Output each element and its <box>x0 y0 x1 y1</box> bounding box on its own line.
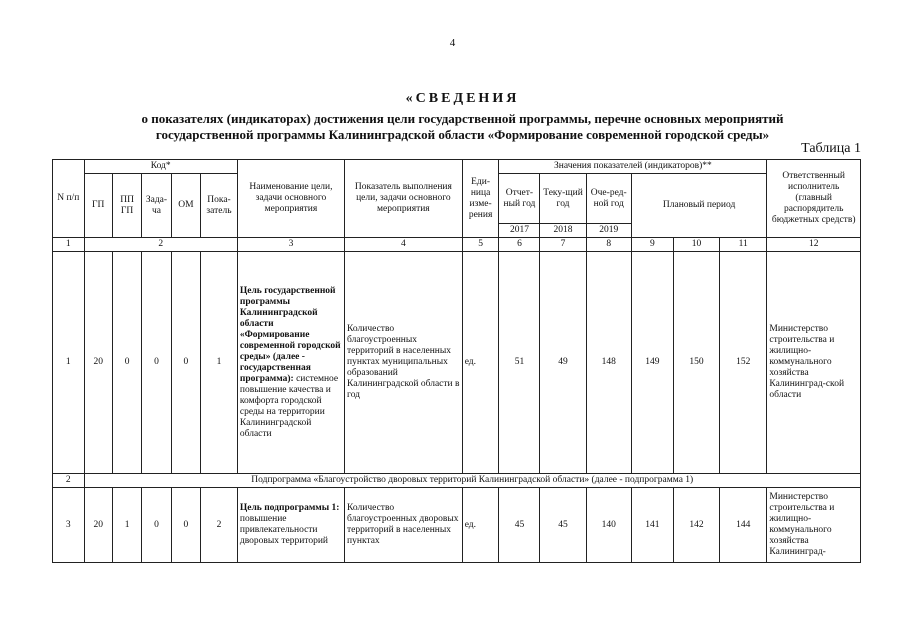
header-name: Наименование цели, задачи основного мероприятия <box>237 160 344 238</box>
header-gp: ГП <box>84 174 112 238</box>
header-indicator: Показатель выполнения цели, задачи основного мероприятия <box>345 160 463 238</box>
colnum-8: 8 <box>586 238 631 252</box>
subprogram-title: Подпрограмма «Благоустройство дворовых территорий Калининградской области» (далее - подпрограмма 1) <box>84 474 860 488</box>
colnum-2: 2 <box>84 238 237 252</box>
colnum-1: 1 <box>53 238 85 252</box>
colnum-12: 12 <box>767 238 861 252</box>
header-pp: ПП ГП <box>112 174 141 238</box>
header-code: Код* <box>84 160 237 174</box>
colnum-4: 4 <box>345 238 463 252</box>
indicators-table <box>52 159 861 563</box>
row-name: Цель подпрограммы 1: повышение привлекательности дворовых территорий <box>237 488 344 563</box>
row-indicator: Количество благоустроенных дворовых территорий в населенных пунктах <box>345 488 463 563</box>
header-2017: 2017 <box>499 224 540 238</box>
header-num: N п/п <box>53 160 85 238</box>
row-name: Цель государственной программы Калининградской области «Формирование современной городской среды» (далее - государственная программа): системное повышение качества и комфорта городской среды на территории Калининградской области <box>237 252 344 474</box>
header-pokazatel: Пока-затель <box>201 174 238 238</box>
header-current-year: Теку-щий год <box>540 174 586 224</box>
header-report-year: Отчет-ный год <box>499 174 540 224</box>
subprogram-row: 2 Подпрограмма «Благоустройство дворовых территорий Калининградской области» (далее - подпрограмма 1) <box>53 474 861 488</box>
header-2019: 2019 <box>586 224 631 238</box>
document-subtitle-line2: государственной программы Калининградской области «Формирование современной городской среды» <box>155 127 770 142</box>
colnum-11: 11 <box>720 238 767 252</box>
colnum-3: 3 <box>237 238 344 252</box>
header-next-year: Оче-ред-ной год <box>586 174 631 224</box>
document-title: «СВЕДЕНИЯ <box>405 91 520 106</box>
colnum-5: 5 <box>462 238 499 252</box>
colnum-7: 7 <box>540 238 586 252</box>
colnum-10: 10 <box>673 238 719 252</box>
header-planned: Плановый период <box>631 174 767 238</box>
colnum-9: 9 <box>631 238 673 252</box>
header-values: Значения показателей (индикаторов)** <box>499 160 767 174</box>
row-responsible: Министерство строительства и жилищно-коммунального хозяйства Калининград- <box>767 488 861 563</box>
header-zadacha: Зада-ча <box>142 174 171 238</box>
row-indicator: Количество благоустроенных территорий в населенных пунктах муниципальных образований Калининградской области в год <box>345 252 463 474</box>
table-label: Таблица 1 <box>801 141 861 156</box>
page-number: 4 <box>449 37 456 49</box>
header-om: ОМ <box>171 174 200 238</box>
column-number-row <box>53 238 861 252</box>
table-row: 1 20 0 0 0 1 Цель государственной программы Калининградской области «Формирование современной городской среды» (далее - государственная программа): системное повышение качества и комфорта городской среды на территории Калининградской области Количество благоустроенных территорий в населенных пунктах муниципальных образований Калининградской области в год ед. 51 49 148 149 150 152 Министерство строительства и жилищно-коммунального хозяйства Калининград-ской области <box>53 252 861 474</box>
colnum-6: 6 <box>499 238 540 252</box>
table-row: 3 20 1 0 0 2 Цель подпрограммы 1: повышение привлекательности дворовых территорий Количество благоустроенных дворовых территорий в населенных пунктах ед. 45 45 140 141 142 144 Министерство строительства и жилищно-коммунального хозяйства Калининград- <box>53 488 861 563</box>
header-2018: 2018 <box>540 224 586 238</box>
header-unit: Еди-ница изме-рения <box>462 160 499 238</box>
header-responsible: Ответственный исполнитель (главный распорядитель бюджетных средств) <box>767 160 861 238</box>
document-subtitle-line1: о показателях (индикаторах) достижения цели государственной программы, перечне основных мероприятий <box>141 111 784 126</box>
row-responsible: Министерство строительства и жилищно-коммунального хозяйства Калининград-ской области <box>767 252 861 474</box>
